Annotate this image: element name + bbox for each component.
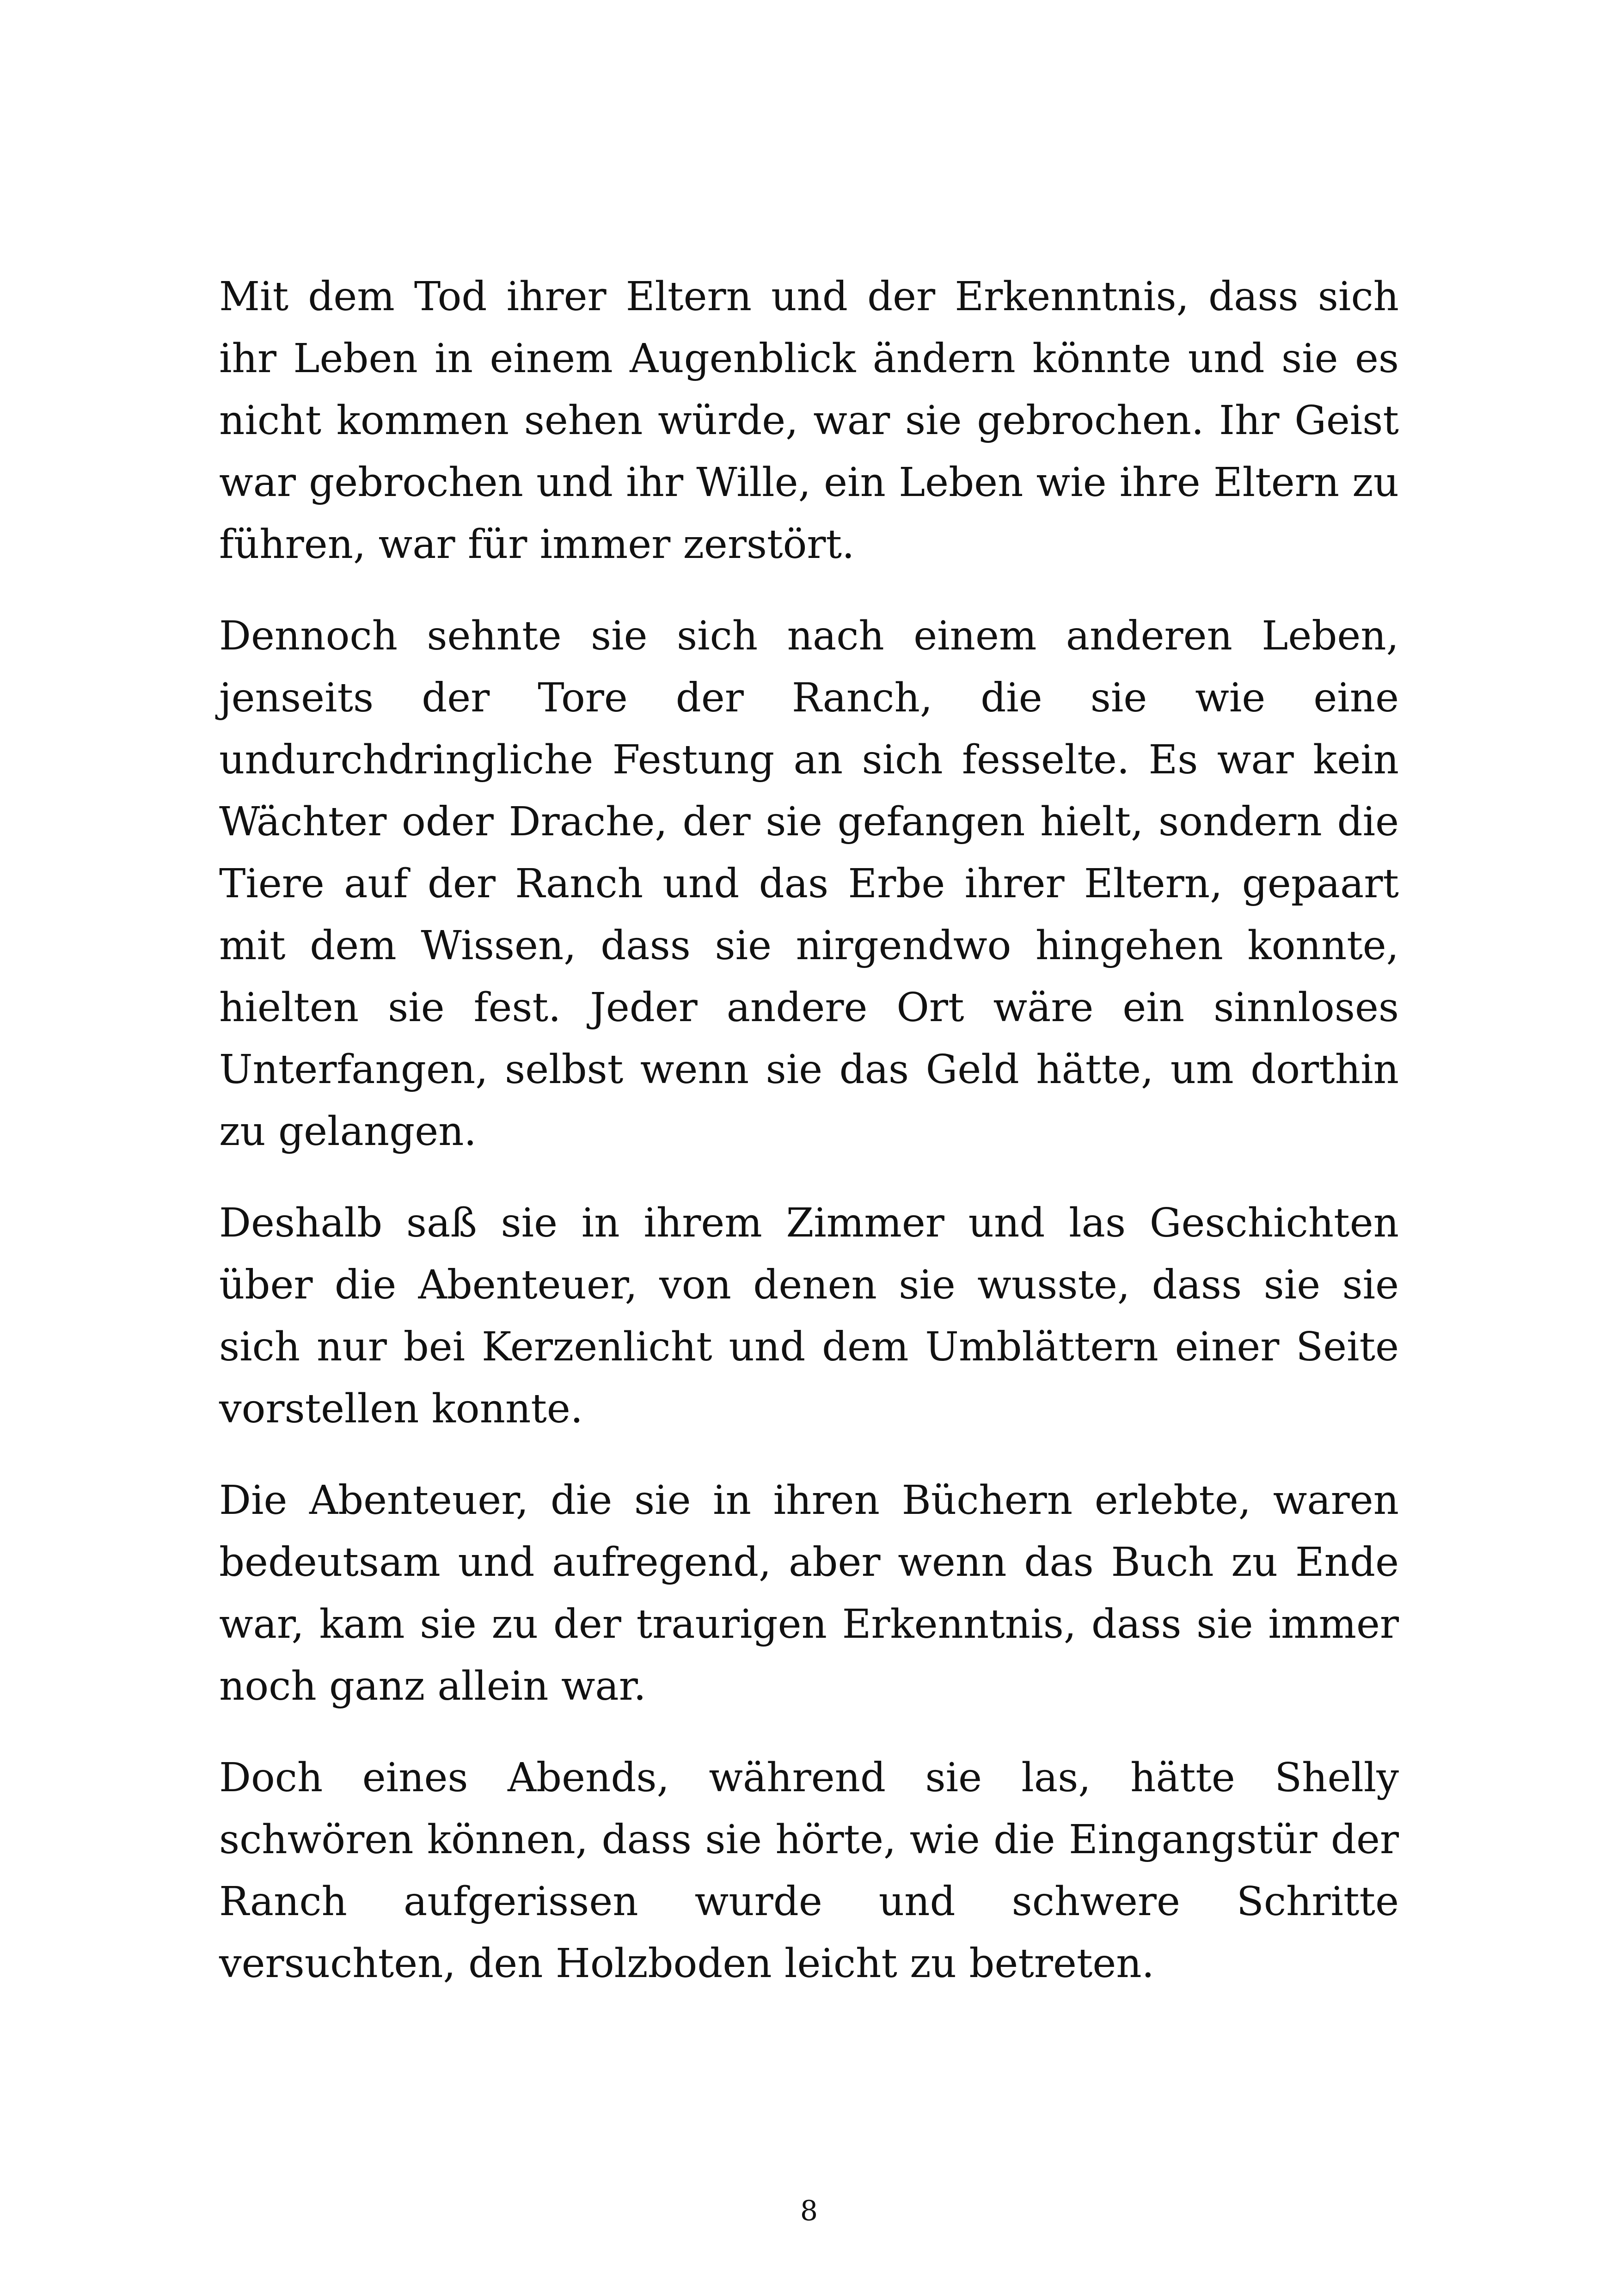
paragraph-3: Deshalb saß sie in ihrem Zimmer und las Geschichten über die Abenteuer, von denen sie wusste, dass sie sie sich nur bei Kerzenlicht und dem Umblättern einer Seite vorstellen konnte.	[219, 1200, 1399, 1432]
body-text	[219, 266, 1399, 2024]
paragraph-5: Doch eines Abends, während sie las, hätte Shelly schwören können, dass sie hörte, wie die Eingangstür der Ranch aufgerissen wurde und schwere Schritte versuchten, den Holzboden leicht zu betreten.	[219, 1755, 1399, 1987]
paragraph-4: Die Abenteuer, die sie in ihren Büchern erlebte, waren bedeutsam und aufregend, aber wenn das Buch zu Ende war, kam sie zu der traurigen Erkenntnis, dass sie immer noch ganz allein war.	[219, 1477, 1399, 1709]
page-number: 8	[800, 2195, 818, 2227]
paragraph-1: Mit dem Tod ihrer Eltern und der Erkenntnis, dass sich ihr Leben in einem Augenblick ändern könnte und sie es nicht kommen sehen würde, war sie gebrochen. Ihr Geist war gebrochen und ihr Wille, ein Leben wie ihre Eltern zu führen, war für immer zerstört.	[219, 274, 1399, 568]
paragraph-2: Dennoch sehnte sie sich nach einem anderen Leben, jenseits der Tore der Ranch, die sie wie eine undurchdringliche Festung an sich fesselte. Es war kein Wächter oder Drache, der sie gefangen hielt, sondern die Tiere auf der Ranch und das Erbe ihrer Eltern, gepaart mit dem Wissen, dass sie nirgendwo hingehen konnte, hielten sie fest. Jeder andere Ort wäre ein sinnloses Unterfangen, selbst wenn sie das Geld hätte, um dorthin zu gelangen.	[219, 613, 1399, 1155]
